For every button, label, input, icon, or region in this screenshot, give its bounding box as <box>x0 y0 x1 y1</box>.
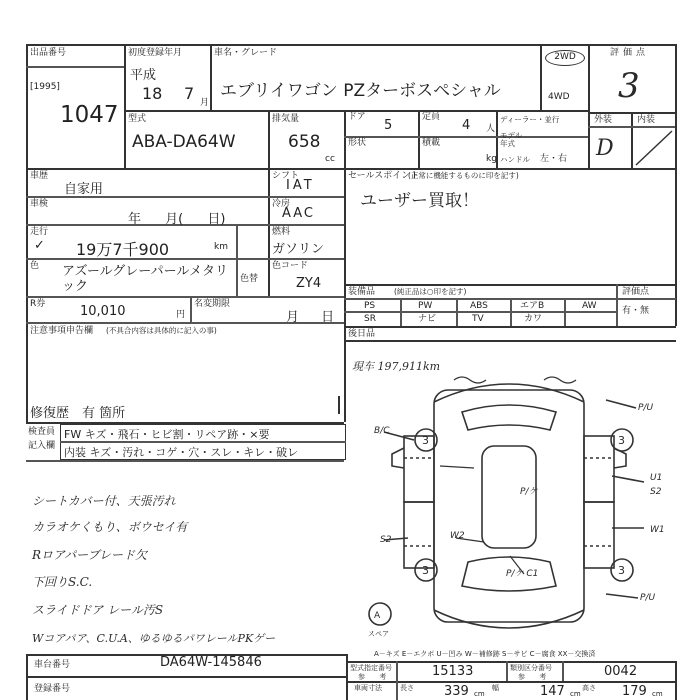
frame-left-top <box>26 44 28 168</box>
shift: IAT <box>286 178 315 193</box>
length-label: 長さ <box>400 684 414 692</box>
recycle-label: R券 <box>30 299 46 309</box>
reg-year: 18 <box>142 84 163 103</box>
exhibit-number: 1047 <box>60 102 119 128</box>
divider <box>26 676 346 678</box>
displacement-label: 排気量 <box>272 114 300 124</box>
dealer-label: ディーラー・並行 <box>500 115 560 124</box>
svg-text:3: 3 <box>618 434 625 447</box>
equip-ps: PS <box>364 301 376 311</box>
drive-4wd: 4WD <box>548 92 570 102</box>
car-name: エブリイワゴン PZターボスペシャル <box>220 81 501 101</box>
color-label: 色 <box>30 261 40 271</box>
divider <box>190 296 192 322</box>
cooling-label: 冷房 <box>272 199 291 209</box>
note-line: シートカバー付、天張汚れ <box>32 494 176 508</box>
displacement-unit: cc <box>325 154 335 164</box>
equip-airbag: エアB <box>520 301 545 311</box>
height-unit: cm <box>652 690 663 698</box>
divider <box>268 168 270 296</box>
displacement: 658 <box>288 132 321 152</box>
svg-text:W2: W2 <box>450 531 465 541</box>
repair-history-label: 修復歴 <box>30 406 70 421</box>
svg-text:P/U: P/U <box>638 403 654 413</box>
divider <box>344 326 676 328</box>
handle-value: 左・右 <box>540 154 568 164</box>
doors: 5 <box>384 118 393 133</box>
equip-tv: TV <box>472 314 484 324</box>
equip-navi: ナビ <box>418 314 437 324</box>
divider <box>418 110 420 168</box>
shape-label: 形状 <box>348 138 367 148</box>
name-change-label: 名変期限 <box>194 299 231 309</box>
car-damage-diagram <box>344 370 676 642</box>
exhibit-number-label: 出品番号 <box>30 48 67 58</box>
divider <box>588 44 590 168</box>
frame-right-top <box>675 44 677 168</box>
svg-text:P/U: P/U <box>640 593 656 603</box>
repair-history-value: 有 箇所 <box>82 406 126 421</box>
mileage-unit: km <box>214 242 228 252</box>
color-code-label: 色コード <box>272 261 309 271</box>
exhibit-sub: [1995] <box>30 82 60 92</box>
model-spec-label: 型式指定番号 <box>350 664 392 672</box>
divider <box>564 298 566 326</box>
capacity: 4 <box>462 118 471 133</box>
notes-sub: (不具合内容は具体的に記入の事) <box>106 326 217 335</box>
sales-point-label: セールスポイント <box>348 171 420 181</box>
svg-text:3: 3 <box>618 564 625 577</box>
width-unit: cm <box>570 690 581 698</box>
recycle-fee: 10,010 <box>80 304 126 319</box>
overall-score: 3 <box>618 66 640 106</box>
era: 平成 <box>130 68 157 83</box>
width: 147 <box>540 684 565 699</box>
sales-point-sub: (正常に機能するものに印を記す) <box>408 171 519 180</box>
divider <box>344 284 676 286</box>
note-line: 下回りS.C. <box>32 575 93 589</box>
svg-text:A: A <box>374 611 381 621</box>
height-label: 高さ <box>582 684 596 692</box>
notes-label: 注意事項申告欄 <box>30 326 94 336</box>
writer-label: 記入欄 <box>28 441 56 451</box>
divider <box>236 258 238 296</box>
svg-text:S2: S2 <box>650 487 662 497</box>
size-label: 車両寸法 <box>354 684 382 692</box>
width-label: 幅 <box>492 684 499 692</box>
svg-text:P/ケ: P/ケ <box>520 487 538 497</box>
divider <box>400 298 402 326</box>
cooling: AAC <box>282 206 315 221</box>
registration-label: 登録番号 <box>34 684 71 694</box>
svg-text:U1: U1 <box>650 473 663 483</box>
equipment-eval-value: 有・無 <box>622 306 650 316</box>
divider <box>344 110 346 168</box>
drive-2wd: 2WD <box>545 50 585 66</box>
interior-row: 内装 キズ・汚れ・コゲ・穴・スレ・キレ・破レ <box>64 446 299 459</box>
divider <box>26 296 344 298</box>
equipment-label: 装備品 <box>348 287 376 297</box>
divider <box>26 654 28 700</box>
divider <box>344 311 616 313</box>
class-label: 類別区分番号 <box>510 664 552 672</box>
svg-text:スペア: スペア <box>368 630 389 638</box>
chassis-number: DA64W-145846 <box>160 655 262 670</box>
divider <box>26 168 676 170</box>
handle-label: ハンドル <box>500 155 530 164</box>
model-year-label: モデル 年式 <box>500 131 523 148</box>
mileage-label: 走行 <box>30 227 49 237</box>
note-line: カラオケくもり、ボウセイ有 <box>32 520 188 534</box>
equipment-eval-label: 評価点 <box>622 287 650 297</box>
model-label: 型式 <box>128 114 147 124</box>
inspection-value: 年 月( 日) <box>128 212 226 227</box>
svg-text:3: 3 <box>422 434 429 447</box>
divider <box>510 298 512 326</box>
divider <box>344 340 676 342</box>
color-code: ZY4 <box>296 276 322 291</box>
divider <box>540 44 542 110</box>
svg-text:B/C: B/C <box>374 426 390 436</box>
rear-items-label: 後日品 <box>348 329 376 339</box>
note-line: スライドドア レール汚S <box>32 603 164 617</box>
equipment-sub: (純正品は○印を記す) <box>394 287 467 296</box>
fuel-label: 燃料 <box>272 227 291 237</box>
svg-text:3: 3 <box>422 564 429 577</box>
divider <box>456 298 458 326</box>
name-change-value: 月 日 <box>286 310 335 325</box>
svg-text:W1: W1 <box>650 525 665 535</box>
equip-aw: AW <box>582 301 597 311</box>
score-label: 評価点 <box>610 48 650 58</box>
divider <box>396 661 398 700</box>
model-spec-number: 15133 <box>432 664 474 679</box>
length-unit: cm <box>474 690 485 698</box>
ref-label: 参 考 <box>518 673 553 681</box>
height: 179 <box>622 684 647 699</box>
history: 自家用 <box>64 182 104 197</box>
doors-label: ドア <box>348 112 366 122</box>
fuel: ガソリン <box>272 242 325 257</box>
note-line: Wコアパア、C.U.A、ゆるゆるパワレールPKゲー <box>32 632 276 645</box>
recycle-unit: 円 <box>176 310 186 320</box>
divider <box>675 168 677 326</box>
inspector-label: 検査員 <box>28 427 56 437</box>
first-registration-label: 初度登録年月 <box>128 48 183 58</box>
month-unit: 月 <box>200 98 210 108</box>
divider <box>124 44 126 168</box>
chassis-label: 車台番号 <box>34 660 71 670</box>
model-code: ABA-DA64W <box>132 132 236 152</box>
exterior-label: 外装 <box>594 115 613 125</box>
damage-legend: A－キズ E－エクボ U－凹み W－補修跡 S－サビ C－腐食 XX－交換済 <box>374 650 596 658</box>
divider <box>26 66 124 68</box>
auction-sheet: 出品番号 [1995] 1047 初度登録年月 平成 18 7 月 車名・グレード エブリイワゴン PZターボスペシャル 2WD 4WD 評価点 3 型式 ABA-DA64W 排気量 658 cc ドア 5 定員 4 人 形状 積載 kg ディーラー・並行 モデル 年式 ハンドル 左・右 外装 内装 D 車歴 自家用 シフト IAT 車検 年 月( 日) 冷房 AAC 走行 ✓ 19万7千900 km 燃料 ガソリン 色 アズールグレーパールメタリック 色替 色コード ZY4 R券 10,010 円 名変期限 月 日 注意事項申告欄 (不具合内容は具体的に記入の事) 修復歴 有 箇所 セールスポイント (正常に機能するものに印を記す) ユーザー買取！ 装備品 (純正品は○印を記す) 評価点 有・無 PS PW ABS エアB AW SR ナビ TV カワ 後日品 検査員 記入欄 FW キズ・飛石・ヒビ割・リペア跡・×要 内装 キズ・汚れ・コゲ・穴・スレ・キレ・破レ 現车 197,911km シートカバー付、天張汚れ カラオケくもり、ボウセイ有 Rロアパーブレード欠 下回りS.C. スライドドア レール汚S Wコアパア、C.U.A、ゆるゆるパワレールPKゲー 3 3 3 3 B/C A スペア P/U U1 S2 W1 P/ケ W2 S2 P/ケ C1 P/U A－キズ E－エクボ U－凹み W－補修跡 S－サビ C－腐食 XX－交換済 車台番号 DA64W-145846 登録番号 型式指定番号 参 考 15133 類別区分番号 参 考 0042 車両寸法 長さ 339 cm 幅 147 cm 高さ 179 cm <box>0 0 700 700</box>
divider <box>236 224 238 258</box>
divider <box>210 44 212 110</box>
inspection-label: 車検 <box>30 199 49 209</box>
divider <box>675 661 677 700</box>
ref-label: 参 考 <box>358 673 393 681</box>
shift-label: シフト <box>272 171 300 181</box>
history-label: 車歴 <box>30 171 49 181</box>
divider <box>506 661 508 681</box>
svg-text:S2: S2 <box>380 535 392 545</box>
divider <box>562 661 564 681</box>
interior-grade-slash <box>632 127 675 168</box>
equip-leather: カワ <box>524 314 543 324</box>
divider <box>344 136 588 138</box>
divider <box>616 284 618 326</box>
color-change-label: 色替 <box>240 274 259 284</box>
sales-point-text: ユーザー買取！ <box>360 191 479 211</box>
capacity-label: 定員 <box>422 112 441 122</box>
divider <box>26 258 344 260</box>
car-name-label: 車名・グレード <box>214 48 278 58</box>
fw-row: FW キズ・飛石・ヒビ割・リペア跡・×要 <box>64 428 270 441</box>
equip-sr: SR <box>364 314 376 324</box>
divider <box>338 396 340 414</box>
length: 339 <box>444 684 469 699</box>
capacity-unit: 人 <box>486 124 496 134</box>
color-name: アズールグレーパールメタリック <box>62 264 229 294</box>
reg-month: 7 <box>184 84 195 103</box>
interior-label: 内装 <box>637 115 656 125</box>
divider <box>26 460 344 462</box>
equip-abs: ABS <box>470 301 488 311</box>
mileage: 19万7千900 <box>76 240 170 259</box>
equip-pw: PW <box>418 301 433 311</box>
exterior-grade: D <box>596 136 614 161</box>
svg-text:P/ケ C1: P/ケ C1 <box>506 569 539 579</box>
load-label: 積載 <box>422 138 441 148</box>
note-line: Rロアパーブレード欠 <box>32 548 147 562</box>
class-number: 0042 <box>604 664 638 679</box>
load-unit: kg <box>486 154 497 164</box>
divider <box>268 110 270 168</box>
frame-left-mid <box>26 168 28 422</box>
mileage-note: 現车 197,911km <box>352 360 441 373</box>
